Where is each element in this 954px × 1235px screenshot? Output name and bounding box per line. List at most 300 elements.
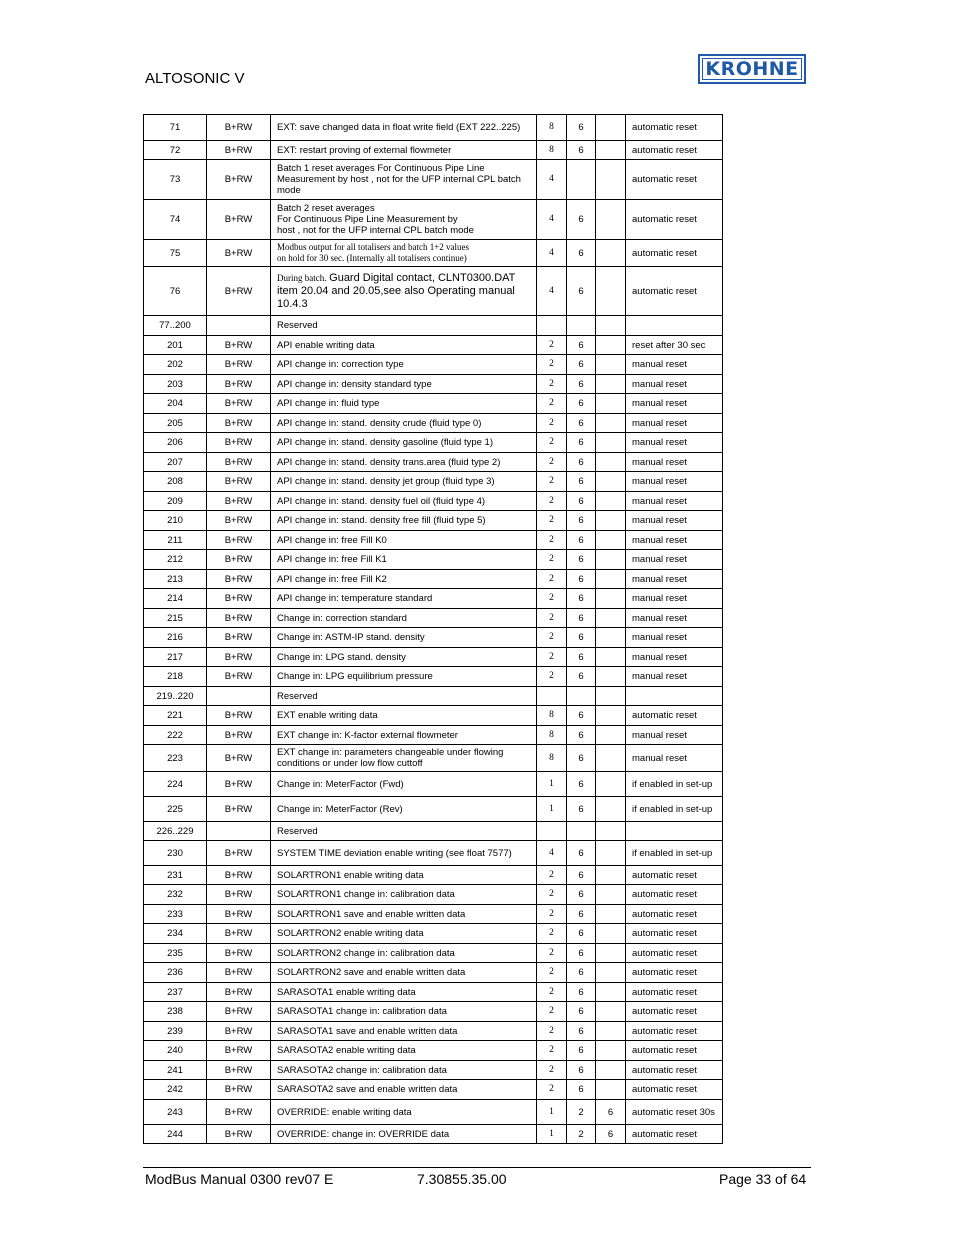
- type-code: 2: [537, 1002, 567, 1022]
- reset-mode: if enabled in set-up: [626, 772, 723, 797]
- register-description: SARASOTA1 enable writing data: [271, 983, 537, 1002]
- type-code: 2: [537, 667, 567, 687]
- table-row: [144, 609, 723, 628]
- value-1: [567, 687, 596, 706]
- reset-mode: automatic reset: [626, 200, 723, 240]
- access-type: B+RW: [207, 433, 271, 453]
- document-title: ALTOSONIC V: [145, 70, 245, 87]
- register-number: 72: [144, 141, 207, 160]
- table-row: [144, 866, 723, 885]
- reset-mode: automatic reset: [626, 1080, 723, 1100]
- reset-mode: automatic reset: [626, 1061, 723, 1080]
- access-type: B+RW: [207, 414, 271, 433]
- value-2: [596, 687, 626, 706]
- logo-text: KROHNE: [702, 58, 802, 80]
- value-1: 6: [567, 885, 596, 905]
- value-1: 6: [567, 141, 596, 160]
- reset-mode: manual reset: [626, 745, 723, 772]
- register-number: 236: [144, 963, 207, 983]
- register-description: EXT change in: K-factor external flowmeter: [271, 726, 537, 745]
- value-2: [596, 924, 626, 944]
- reset-mode: automatic reset 30s: [626, 1100, 723, 1125]
- register-number: 218: [144, 667, 207, 687]
- register-number: 214: [144, 589, 207, 609]
- value-2: [596, 628, 626, 648]
- type-code: 2: [537, 492, 567, 511]
- value-2: [596, 414, 626, 433]
- register-number: 224: [144, 772, 207, 797]
- type-code: 2: [537, 570, 567, 589]
- value-1: 6: [567, 726, 596, 745]
- reset-mode: automatic reset: [626, 866, 723, 885]
- access-type: B+RW: [207, 885, 271, 905]
- access-type: B+RW: [207, 726, 271, 745]
- table-row: [144, 1041, 723, 1061]
- value-1: 6: [567, 648, 596, 667]
- register-number: 221: [144, 706, 207, 726]
- value-1: 6: [567, 433, 596, 453]
- access-type: B+RW: [207, 797, 271, 822]
- type-code: 2: [537, 905, 567, 924]
- table-row: [144, 772, 723, 797]
- register-number: 209: [144, 492, 207, 511]
- register-description: API change in: stand. density jet group (fluid type 3): [271, 472, 537, 492]
- reset-mode: manual reset: [626, 648, 723, 667]
- access-type: B+RW: [207, 772, 271, 797]
- access-type: B+RW: [207, 141, 271, 160]
- value-2: [596, 472, 626, 492]
- register-description: Change in: MeterFactor (Rev): [271, 797, 537, 822]
- type-code: 8: [537, 141, 567, 160]
- value-2: [596, 336, 626, 355]
- value-1: 6: [567, 1022, 596, 1041]
- table-row: [144, 687, 723, 706]
- value-2: [596, 375, 626, 394]
- value-2: [596, 797, 626, 822]
- access-type: B+RW: [207, 667, 271, 687]
- access-type: B+RW: [207, 550, 271, 570]
- register-description: API change in: stand. density gasoline (fluid type 1): [271, 433, 537, 453]
- register-number: 204: [144, 394, 207, 414]
- register-description: Change in: ASTM-IP stand. density: [271, 628, 537, 648]
- register-number: 210: [144, 511, 207, 531]
- value-2: 6: [596, 1125, 626, 1144]
- register-number: 233: [144, 905, 207, 924]
- reset-mode: [626, 822, 723, 841]
- access-type: B+RW: [207, 648, 271, 667]
- value-1: 6: [567, 511, 596, 531]
- value-2: [596, 667, 626, 687]
- type-code: 2: [537, 550, 567, 570]
- reset-mode: automatic reset: [626, 706, 723, 726]
- register-number: 208: [144, 472, 207, 492]
- type-code: 2: [537, 394, 567, 414]
- register-description: API change in: stand. density crude (fluid type 0): [271, 414, 537, 433]
- table-row: [144, 414, 723, 433]
- register-description: API change in: fluid type: [271, 394, 537, 414]
- access-type: B+RW: [207, 336, 271, 355]
- reset-mode: automatic reset: [626, 141, 723, 160]
- register-description: API change in: free Fill K1: [271, 550, 537, 570]
- register-description: SOLARTRON1 change in: calibration data: [271, 885, 537, 905]
- access-type: B+RW: [207, 531, 271, 550]
- register-number: 71: [144, 115, 207, 141]
- reset-mode: automatic reset: [626, 1125, 723, 1144]
- register-description: API change in: free Fill K0: [271, 531, 537, 550]
- table-row: [144, 453, 723, 472]
- table-row: [144, 885, 723, 905]
- value-1: 6: [567, 531, 596, 550]
- access-type: B+RW: [207, 706, 271, 726]
- register-description: Change in: LPG stand. density: [271, 648, 537, 667]
- register-description: SARASOTA2 save and enable written data: [271, 1080, 537, 1100]
- table-row: [144, 822, 723, 841]
- table-row: [144, 905, 723, 924]
- table-row: [144, 648, 723, 667]
- reset-mode: automatic reset: [626, 115, 723, 141]
- type-code: 4: [537, 267, 567, 316]
- type-code: 8: [537, 115, 567, 141]
- register-description: Batch 2 reset averages For Continuous Pipe Line Measurement by host , not for the UFP internal CPL batch mode: [271, 200, 537, 240]
- register-description: SYSTEM TIME deviation enable writing (see float 7577): [271, 841, 537, 866]
- register-description: OVERRIDE: enable writing data: [271, 1100, 537, 1125]
- register-number: 73: [144, 160, 207, 200]
- value-2: [596, 570, 626, 589]
- table-row: [144, 983, 723, 1002]
- type-code: 2: [537, 648, 567, 667]
- value-1: 6: [567, 492, 596, 511]
- value-2: [596, 240, 626, 267]
- reset-mode: manual reset: [626, 726, 723, 745]
- access-type: B+RW: [207, 1125, 271, 1144]
- reset-mode: manual reset: [626, 414, 723, 433]
- type-code: 2: [537, 355, 567, 375]
- description-main: Guard Digital contact, CLNT0300.DAT item 20.04 and 20.05,see also Operating manual 10.4.3: [277, 271, 516, 310]
- value-2: [596, 1080, 626, 1100]
- reset-mode: manual reset: [626, 550, 723, 570]
- value-2: [596, 885, 626, 905]
- register-number: 238: [144, 1002, 207, 1022]
- reset-mode: [626, 687, 723, 706]
- type-code: 2: [537, 336, 567, 355]
- table-row: [144, 924, 723, 944]
- register-description: Modbus output for all totalisers and batch 1+2 values on hold for 30 sec. (Internally all totalisers continue): [271, 240, 537, 267]
- value-2: [596, 200, 626, 240]
- reset-mode: manual reset: [626, 628, 723, 648]
- description-prefix: During batch.: [277, 272, 327, 283]
- table-row: [144, 492, 723, 511]
- value-2: [596, 963, 626, 983]
- value-1: 6: [567, 983, 596, 1002]
- table-row: [144, 944, 723, 963]
- register-description: SARASOTA2 change in: calibration data: [271, 1061, 537, 1080]
- table-row: [144, 240, 723, 267]
- table-row: [144, 433, 723, 453]
- value-2: [596, 983, 626, 1002]
- value-2: [596, 866, 626, 885]
- register-description: API change in: stand. density fuel oil (fluid type 4): [271, 492, 537, 511]
- register-number: 201: [144, 336, 207, 355]
- type-code: 2: [537, 983, 567, 1002]
- register-table-body: [144, 115, 723, 1144]
- value-1: 6: [567, 905, 596, 924]
- value-2: [596, 550, 626, 570]
- value-1: 2: [567, 1100, 596, 1125]
- register-number: 203: [144, 375, 207, 394]
- type-code: [537, 687, 567, 706]
- register-description: Change in: LPG equilibrium pressure: [271, 667, 537, 687]
- value-1: 6: [567, 797, 596, 822]
- register-number: 237: [144, 983, 207, 1002]
- table-row: [144, 706, 723, 726]
- reset-mode: automatic reset: [626, 963, 723, 983]
- value-2: [596, 492, 626, 511]
- value-2: [596, 772, 626, 797]
- access-type: B+RW: [207, 1002, 271, 1022]
- table-row: [144, 726, 723, 745]
- table-row: [144, 1080, 723, 1100]
- reset-mode: manual reset: [626, 453, 723, 472]
- register-description: Batch 1 reset averages For Continuous Pipe Line Measurement by host , not for the UFP internal CPL batch mode: [271, 160, 537, 200]
- type-code: 8: [537, 706, 567, 726]
- type-code: 2: [537, 944, 567, 963]
- value-1: 6: [567, 667, 596, 687]
- value-1: 6: [567, 1041, 596, 1061]
- register-number: 216: [144, 628, 207, 648]
- type-code: 2: [537, 375, 567, 394]
- access-type: [207, 822, 271, 841]
- value-1: 6: [567, 1002, 596, 1022]
- register-number: 211: [144, 531, 207, 550]
- table-row: [144, 394, 723, 414]
- value-2: [596, 726, 626, 745]
- type-code: 2: [537, 609, 567, 628]
- type-code: 2: [537, 511, 567, 531]
- register-table: [143, 114, 723, 1144]
- value-1: 6: [567, 375, 596, 394]
- value-1: 6: [567, 355, 596, 375]
- access-type: B+RW: [207, 944, 271, 963]
- footer-page-number: Page 33 of 64: [719, 1171, 807, 1187]
- table-row: [144, 589, 723, 609]
- access-type: B+RW: [207, 160, 271, 200]
- access-type: B+RW: [207, 453, 271, 472]
- value-1: [567, 160, 596, 200]
- reset-mode: manual reset: [626, 433, 723, 453]
- type-code: 2: [537, 963, 567, 983]
- access-type: B+RW: [207, 924, 271, 944]
- reset-mode: automatic reset: [626, 1041, 723, 1061]
- table-row: [144, 1002, 723, 1022]
- reset-mode: manual reset: [626, 667, 723, 687]
- register-description: API change in: temperature standard: [271, 589, 537, 609]
- register-description: SOLARTRON2 save and enable written data: [271, 963, 537, 983]
- table-row: [144, 375, 723, 394]
- register-number: 240: [144, 1041, 207, 1061]
- value-1: 6: [567, 866, 596, 885]
- reset-mode: manual reset: [626, 511, 723, 531]
- value-2: [596, 1041, 626, 1061]
- value-2: [596, 453, 626, 472]
- access-type: B+RW: [207, 394, 271, 414]
- value-1: 6: [567, 944, 596, 963]
- reset-mode: if enabled in set-up: [626, 797, 723, 822]
- value-2: [596, 589, 626, 609]
- type-code: 2: [537, 1080, 567, 1100]
- value-1: 6: [567, 589, 596, 609]
- type-code: 2: [537, 866, 567, 885]
- reset-mode: manual reset: [626, 375, 723, 394]
- krohne-logo: [698, 54, 806, 84]
- table-row: [144, 355, 723, 375]
- register-description: EXT change in: parameters changeable under flowing conditions or under low flow cuttoff: [271, 745, 537, 772]
- register-description: API enable writing data: [271, 336, 537, 355]
- value-1: 6: [567, 240, 596, 267]
- value-2: [596, 1022, 626, 1041]
- access-type: [207, 687, 271, 706]
- register-number: 205: [144, 414, 207, 433]
- value-1: 6: [567, 706, 596, 726]
- table-row: [144, 1061, 723, 1080]
- access-type: B+RW: [207, 355, 271, 375]
- type-code: 2: [537, 531, 567, 550]
- register-description: API change in: density standard type: [271, 375, 537, 394]
- access-type: B+RW: [207, 866, 271, 885]
- register-description: SARASOTA2 enable writing data: [271, 1041, 537, 1061]
- type-code: 2: [537, 414, 567, 433]
- access-type: B+RW: [207, 1022, 271, 1041]
- reset-mode: manual reset: [626, 394, 723, 414]
- reset-mode: manual reset: [626, 570, 723, 589]
- access-type: B+RW: [207, 375, 271, 394]
- access-type: B+RW: [207, 745, 271, 772]
- register-number: 212: [144, 550, 207, 570]
- access-type: B+RW: [207, 472, 271, 492]
- register-description: SOLARTRON2 enable writing data: [271, 924, 537, 944]
- table-row: [144, 550, 723, 570]
- register-description: EXT: restart proving of external flowmeter: [271, 141, 537, 160]
- value-1: 6: [567, 115, 596, 141]
- register-description: SARASOTA1 change in: calibration data: [271, 1002, 537, 1022]
- reset-mode: manual reset: [626, 609, 723, 628]
- table-row: [144, 797, 723, 822]
- value-1: 6: [567, 609, 596, 628]
- value-2: [596, 706, 626, 726]
- table-row: [144, 531, 723, 550]
- register-description: API change in: stand. density trans.area (fluid type 2): [271, 453, 537, 472]
- value-2: [596, 394, 626, 414]
- register-description: SARASOTA1 save and enable written data: [271, 1022, 537, 1041]
- reset-mode: automatic reset: [626, 1002, 723, 1022]
- value-2: [596, 944, 626, 963]
- reset-mode: [626, 316, 723, 336]
- type-code: 4: [537, 160, 567, 200]
- access-type: B+RW: [207, 983, 271, 1002]
- register-number: 207: [144, 453, 207, 472]
- register-number: 222: [144, 726, 207, 745]
- value-2: 6: [596, 1100, 626, 1125]
- table-row: [144, 1100, 723, 1125]
- value-2: [596, 1002, 626, 1022]
- value-1: 6: [567, 628, 596, 648]
- register-description: API change in: correction type: [271, 355, 537, 375]
- type-code: 2: [537, 924, 567, 944]
- value-2: [596, 745, 626, 772]
- register-number: 75: [144, 240, 207, 267]
- value-2: [596, 609, 626, 628]
- type-code: 2: [537, 589, 567, 609]
- table-row: [144, 336, 723, 355]
- register-description: Reserved: [271, 822, 537, 841]
- access-type: B+RW: [207, 570, 271, 589]
- reset-mode: manual reset: [626, 355, 723, 375]
- register-number: 74: [144, 200, 207, 240]
- value-1: [567, 316, 596, 336]
- register-number: 243: [144, 1100, 207, 1125]
- type-code: 8: [537, 726, 567, 745]
- reset-mode: manual reset: [626, 492, 723, 511]
- register-description: SOLARTRON2 change in: calibration data: [271, 944, 537, 963]
- value-1: 6: [567, 336, 596, 355]
- reset-mode: automatic reset: [626, 885, 723, 905]
- value-2: [596, 355, 626, 375]
- value-2: [596, 115, 626, 141]
- value-2: [596, 160, 626, 200]
- table-row: [144, 511, 723, 531]
- register-number: 206: [144, 433, 207, 453]
- table-row: [144, 841, 723, 866]
- reset-mode: manual reset: [626, 472, 723, 492]
- value-1: 6: [567, 453, 596, 472]
- type-code: 1: [537, 1125, 567, 1144]
- type-code: 2: [537, 433, 567, 453]
- value-1: [567, 822, 596, 841]
- register-number: 241: [144, 1061, 207, 1080]
- reset-mode: automatic reset: [626, 924, 723, 944]
- value-1: 6: [567, 841, 596, 866]
- table-row: [144, 570, 723, 589]
- access-type: B+RW: [207, 240, 271, 267]
- footer-doc-number: 7.30855.35.00: [417, 1171, 507, 1187]
- value-2: [596, 141, 626, 160]
- register-number: 223: [144, 745, 207, 772]
- type-code: 1: [537, 1100, 567, 1125]
- value-2: [596, 1061, 626, 1080]
- register-number: 76: [144, 267, 207, 316]
- footer-manual-name: ModBus Manual 0300 rev07 E: [145, 1171, 334, 1187]
- reset-mode: manual reset: [626, 589, 723, 609]
- access-type: [207, 316, 271, 336]
- access-type: B+RW: [207, 115, 271, 141]
- value-1: 6: [567, 570, 596, 589]
- access-type: B+RW: [207, 1080, 271, 1100]
- access-type: B+RW: [207, 200, 271, 240]
- type-code: 4: [537, 240, 567, 267]
- value-2: [596, 648, 626, 667]
- reset-mode: automatic reset: [626, 240, 723, 267]
- access-type: B+RW: [207, 1041, 271, 1061]
- value-1: 6: [567, 472, 596, 492]
- register-description: EXT: save changed data in float write field (EXT 222..225): [271, 115, 537, 141]
- value-1: 6: [567, 924, 596, 944]
- register-number: 217: [144, 648, 207, 667]
- reset-mode: automatic reset: [626, 267, 723, 316]
- type-code: 2: [537, 1022, 567, 1041]
- value-2: [596, 316, 626, 336]
- value-1: 6: [567, 1080, 596, 1100]
- reset-mode: automatic reset: [626, 160, 723, 200]
- table-row: [144, 115, 723, 141]
